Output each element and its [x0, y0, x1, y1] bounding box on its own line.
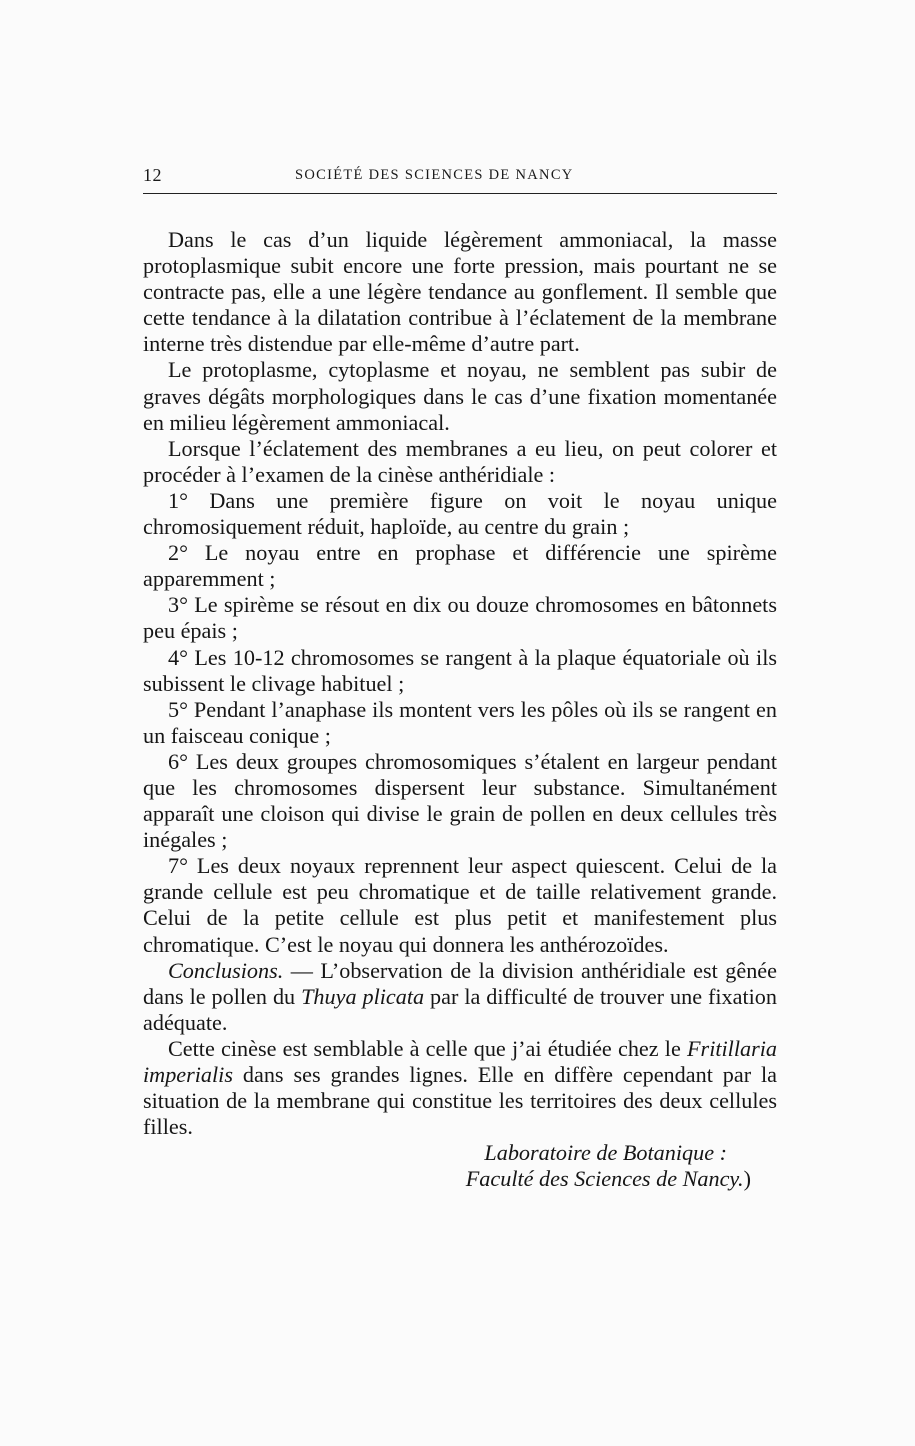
header-rule: [143, 193, 777, 194]
page-header: [143, 163, 777, 193]
list-item: 2° Le noyau entre en prophase et différencie une spirème apparemment ;: [143, 540, 777, 592]
conclusion-text-2: par la difficulté de trouver une fixation adéquate.: [143, 983, 777, 1035]
final-text-1: Cette cinèse est semblable à celle que j’ai étudiée chez le: [168, 1035, 687, 1061]
signature-closing: ): [743, 1166, 751, 1192]
final-text-2: dans ses grandes lignes. Elle en diffère cependant par la situation de la membrane qui constitue les territoires des deux cellules filles.: [143, 1062, 777, 1140]
species-name: Thuya plicata: [301, 983, 425, 1009]
species-name: Fritillaria imperialis: [143, 1035, 777, 1087]
list-item: 5° Pendant l’anaphase ils montent vers les pôles où ils se rangent en un faisceau conique ;: [143, 696, 777, 748]
list-item: 1° Dans une première figure on voit le noyau unique chromosiquement réduit, haploïde, au centre du grain ;: [143, 487, 777, 540]
final-paragraph: [143, 1036, 777, 1140]
paragraph: Le protoplasme, cytoplasme et noyau, ne semblent pas subir de graves dégâts morphologiques dans le cas d’une fixation momentanée en milieu légèrement ammoniacal.: [143, 357, 777, 435]
paragraph: Lorsque l’éclatement des membranes a eu lieu, on peut colorer et procéder à l’examen de la cinèse anthéridiale :: [143, 435, 777, 487]
body-text: [143, 227, 777, 1192]
page-number: 12: [143, 165, 162, 185]
running-title: SOCIÉTÉ DES SCIENCES DE NANCY: [295, 167, 574, 183]
signature-block: [143, 1140, 777, 1192]
list-item: 6° Les deux groupes chromosomiques s’étalent en largeur pendant que les chromosomes dispersent leur substance. Simultanément apparaît une cloison qui divise le grain de pollen en deux cellules très inégales ;: [143, 748, 777, 853]
signature-line-2: [143, 1166, 777, 1192]
paragraph: Dans le cas d’un liquide légèrement ammoniacal, la masse protoplasmique subit encore une forte pression, mais pourtant ne se contracte pas, elle a une légère tendance au gonflement. Il semble que cette tendance à la dilatation contribue à l’éclatement de la membrane interne très distendue par elle-même d’autre part.: [143, 227, 777, 357]
signature-institution: Faculté des Sciences de Nancy.: [465, 1166, 744, 1192]
conclusion-paragraph: [143, 958, 777, 1036]
conclusion-label: Conclusions.: [168, 957, 284, 983]
conclusion-text-1: L’observation de la division anthéridiale est gênée dans le pollen du: [143, 957, 777, 1009]
conclusion-dash: —: [283, 957, 321, 983]
signature-line-1: Laboratoire de Botanique :: [484, 1140, 727, 1166]
list-item: 7° Les deux noyaux reprennent leur aspect quiescent. Celui de la grande cellule est peu chromatique et de taille relativement grande. Celui de la petite cellule est plus petit et manifestement plus chromatique. C’est le noyau qui donnera les anthérozoïdes.: [143, 853, 777, 957]
list-item: 3° Le spirème se résout en dix ou douze chromosomes en bâtonnets peu épais ;: [143, 592, 777, 644]
list-item: 4° Les 10-12 chromosomes se rangent à la plaque équatoriale où ils subissent le clivage habituel ;: [143, 644, 777, 696]
